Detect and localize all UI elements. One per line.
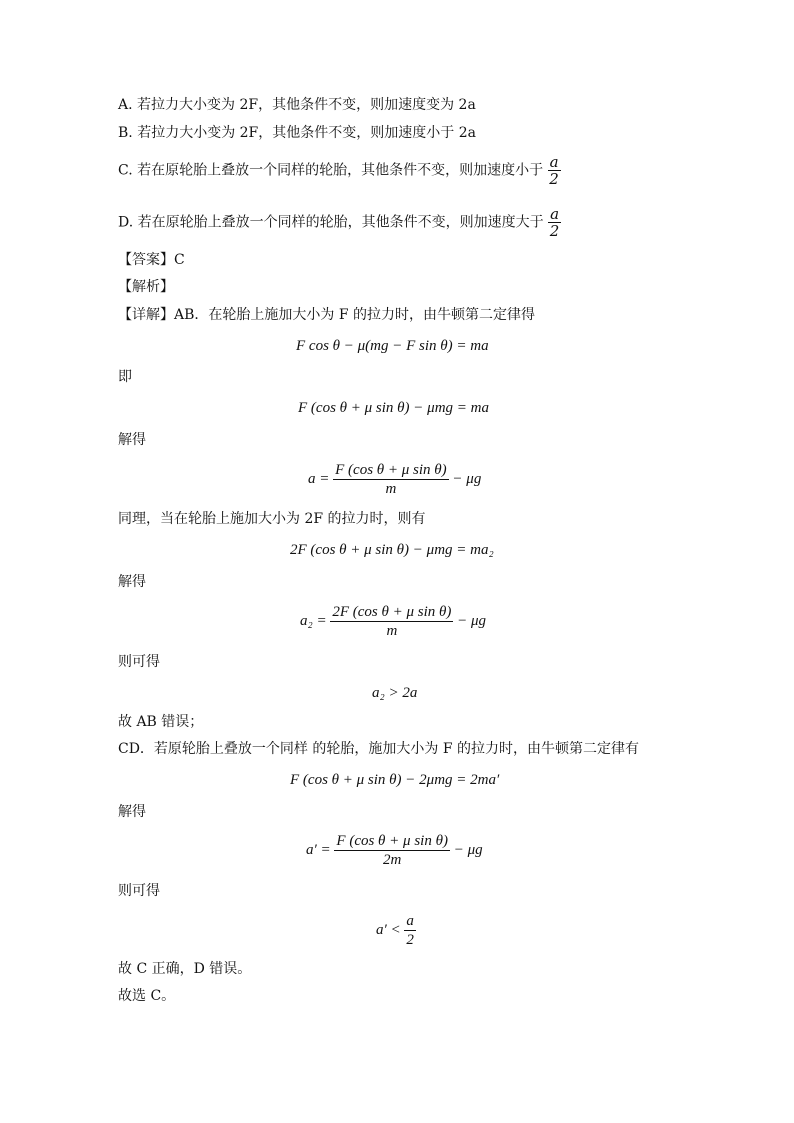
eq9-denominator: 2 — [406, 932, 414, 948]
option-a: A. 若拉力大小变为 2F，其他条件不变，则加速度变为 2a — [118, 97, 476, 113]
equation-5 — [300, 603, 486, 640]
eq5-fraction — [330, 603, 453, 640]
text-ji: 即 — [118, 369, 132, 385]
eq5-lhs: a₂ = — [300, 612, 327, 629]
option-d-frac-num: a — [550, 205, 560, 223]
eq5-numerator: 2F (cos θ + μ sin θ) — [332, 604, 452, 620]
eq3-fraction — [333, 461, 449, 498]
equation-7: F (cos θ + μ sin θ) − 2μmg = 2ma′ — [290, 772, 500, 788]
option-d-fraction — [548, 206, 561, 239]
eq3-denominator: m — [385, 481, 397, 497]
eq5-tail: − μg — [457, 612, 487, 629]
answer-line: 【答案】C — [118, 252, 185, 268]
final-answer: 故选 C。 — [118, 988, 176, 1004]
text-gu-ab: 故 AB 错误； — [118, 714, 204, 730]
eq8-denominator: 2m — [383, 852, 402, 868]
text-zeke-2: 则可得 — [118, 883, 160, 899]
eq3-lhs: a = — [308, 470, 330, 487]
text-jiede-2: 解得 — [118, 574, 146, 590]
cd-intro: CD．若原轮胎上叠放一个同样 的轮胎，施加大小为 F 的拉力时，由牛顿第二定律有 — [118, 741, 639, 757]
eq8-numerator: F (cos θ + μ sin θ) — [336, 833, 448, 849]
option-c-text: C. 若在原轮胎上叠放一个同样的轮胎，其他条件不变，则加速度小于 — [118, 162, 544, 179]
option-c-frac-den: 2 — [549, 170, 559, 188]
option-c — [118, 154, 561, 187]
eq9-lhs: a′ < — [376, 921, 401, 938]
option-d-text: D. 若在原轮胎上叠放一个同样的轮胎，其他条件不变，则加速度大于 — [118, 214, 544, 231]
text-zeke-1: 则可得 — [118, 654, 160, 670]
equation-6: a₂ > 2a — [372, 685, 418, 701]
eq8-lhs: a′ = — [306, 841, 331, 858]
equation-4: 2F (cos θ + μ sin θ) − μmg = ma₂ — [290, 542, 494, 558]
option-d — [118, 206, 561, 239]
equation-2: F (cos θ + μ sin θ) − μmg = ma — [298, 400, 489, 416]
option-b: B. 若拉力大小变为 2F，其他条件不变，则加速度小于 2a — [118, 125, 476, 141]
eq8-fraction — [334, 832, 450, 869]
analysis-label: 【解析】 — [118, 279, 174, 295]
eq3-numerator: F (cos θ + μ sin θ) — [335, 462, 447, 478]
eq5-denominator: m — [386, 623, 398, 639]
eq8-tail: − μg — [453, 841, 483, 858]
equation-1: F cos θ − μ(mg − F sin θ) = ma — [296, 338, 489, 354]
equation-9 — [376, 912, 416, 949]
eq9-numerator: a — [406, 913, 414, 929]
text-tongli: 同理，当在轮胎上施加大小为 2F 的拉力时，则有 — [118, 511, 426, 527]
equation-8 — [306, 832, 483, 869]
option-c-frac-num: a — [549, 153, 559, 171]
text-gu-cd: 故 C 正确，D 错误。 — [118, 961, 252, 977]
option-c-fraction — [548, 154, 561, 187]
equation-3 — [308, 461, 481, 498]
text-jiede-1: 解得 — [118, 432, 146, 448]
detail-intro: 【详解】AB．在轮胎上施加大小为 F 的拉力时，由牛顿第二定律得 — [118, 307, 536, 323]
option-d-frac-den: 2 — [549, 222, 560, 240]
text-jiede-3: 解得 — [118, 804, 146, 820]
eq9-fraction — [404, 912, 416, 949]
eq3-tail: − μg — [452, 470, 482, 487]
